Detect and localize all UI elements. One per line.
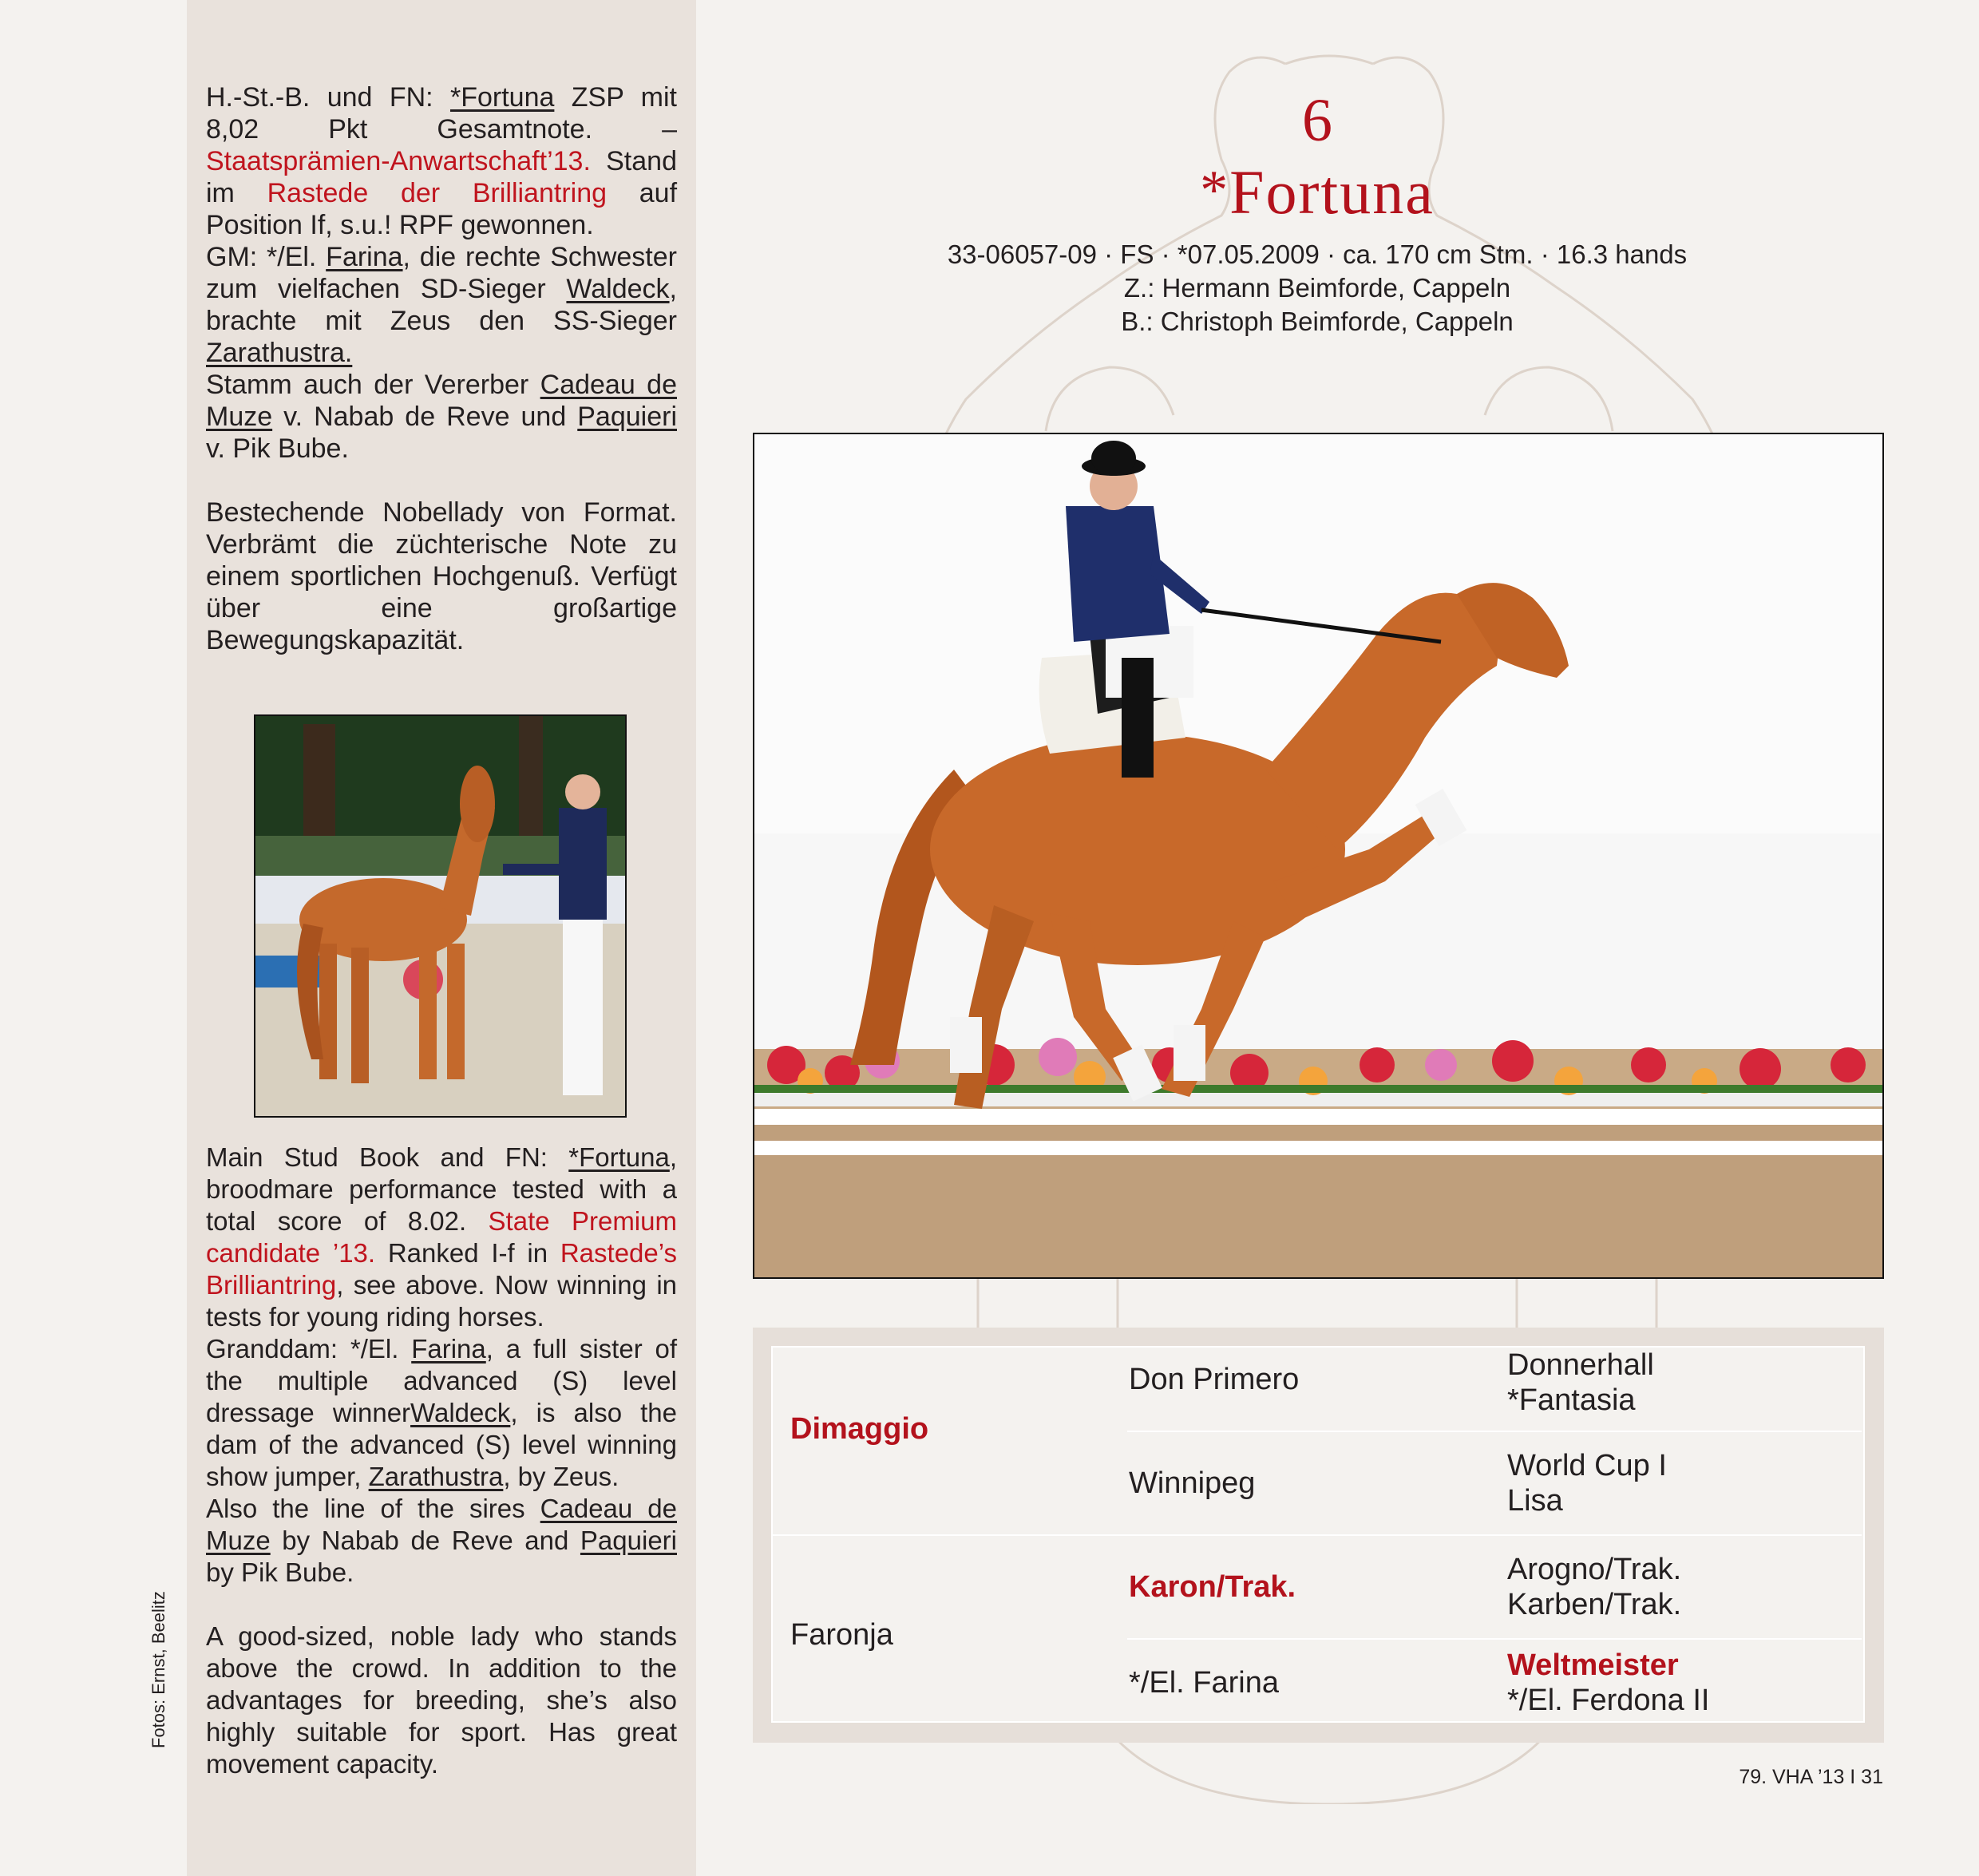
pedigree-dam-dam: */El. Farina [1129, 1666, 1279, 1700]
pedigree-dd-dam: */El. Ferdona II [1507, 1684, 1710, 1717]
german-paragraph-3: Stamm auch der Vererber Cadeau de Muze v. Nabab de Reve und Paquieri v. Pik Bube. [206, 370, 677, 464]
english-paragraph-3: Also the line of the sires Cadeau de Muze by Nabab de Reve and Paquieri by Pik Bube. [206, 1494, 677, 1587]
pedigree-ds-dam: Karben/Trak. [1507, 1588, 1682, 1621]
fortuna-link: *Fortuna [449, 82, 555, 113]
brilliantring-text: der Brilliantring [400, 178, 608, 208]
german-description [206, 81, 677, 656]
pedigree-sire: Dimaggio [790, 1412, 929, 1446]
state-premium-text: Staatsprämien-Anwartschaft’13. [206, 146, 591, 176]
german-paragraph-2: GM: */El. Farina, die rechte Schwester zum vielfachen SD-Sieger Waldeck, brachte mit Zeus den SS-Sieger Zarathustra. [206, 242, 677, 368]
catalog-number: 6 [1302, 87, 1332, 154]
pedigree-ds-sire: Arogno/Trak. [1507, 1553, 1682, 1586]
english-paragraph-1: Main Stud Book and FN: *Fortuna, broodmare performance tested with a total score of 8.02. State Premium candidate ’13. Ranked I-f in Rastede’s Brilliantring, see above. Now winning in tests for young riding horses. [206, 1142, 677, 1332]
inhand-photo [254, 714, 627, 1118]
pedigree-ss-dam: *Fantasia [1507, 1383, 1636, 1417]
cadeau-link: Cadeau de Muze [206, 370, 677, 432]
pedigree-ss-sire: Donnerhall [1507, 1348, 1654, 1382]
horse-name: *Fortuna [1200, 157, 1435, 227]
pedigree-sire-sire: Don Primero [1129, 1363, 1300, 1396]
star-icon: * [1200, 160, 1230, 221]
german-paragraph-1: H.-St.-B. und FN: *Fortuna ZSP mit 8,02 Pkt Gesamtnote. – Staatsprämien-Anwartschaft’13. Stand im Rastede der Brilliantring auf Position If, s.u.! RPF gewonnen. [206, 82, 678, 240]
pedigree-dam: Faronja [790, 1618, 893, 1652]
english-paragraph-4: A good-sized, noble lady who stands above the crowd. In addition to the advantages for breeding, she’s also highly suitable for sport. Has great movement capacity. [206, 1621, 677, 1779]
pedigree-sd-dam: Lisa [1507, 1484, 1563, 1518]
page-footer: 79. VHA ’13 I 31 [1739, 1766, 1883, 1788]
horse-info-line: 33-06057-09 · FS · *07.05.2009 · ca. 170 cm Stm. · 16.3 hands [947, 239, 1688, 269]
pedigree-dam-sire: Karon/Trak. [1129, 1570, 1296, 1604]
pedigree-sd-sire: World Cup I [1507, 1449, 1667, 1482]
breeder-line: Z.: Hermann Beimforde, Cappeln [1123, 273, 1511, 303]
english-description [206, 1142, 677, 1780]
english-paragraph-2: Granddam: */El. Farina, a full sister of the multiple advanced (S) level dressage winnerWaldeck, is also the dam of the advanced (S) level winning show jumper, Zarathustra, by Zeus. [206, 1334, 677, 1491]
german-paragraph-4: Bestechende Nobellady von Format. Verbrämt die züchterische Note zu einem sportlichen Hochgenuß. Verfügt über eine großartige Bewegungskapazität. [206, 497, 677, 655]
paquieri-link: Paquieri [577, 402, 677, 432]
farina-link: Farina [326, 242, 403, 272]
photo-credit: Fotos: Ernst, Beelitz [148, 1591, 168, 1748]
owner-line: B.: Christoph Beimforde, Cappeln [1121, 307, 1514, 336]
pedigree-sire-dam: Winnipeg [1129, 1466, 1256, 1500]
zarathustra-link: Zarathustra. [206, 338, 353, 368]
waldeck-link: Waldeck [566, 274, 670, 304]
riding-photo [753, 433, 1884, 1279]
pedigree-dd-sire: Weltmeister [1507, 1648, 1679, 1682]
